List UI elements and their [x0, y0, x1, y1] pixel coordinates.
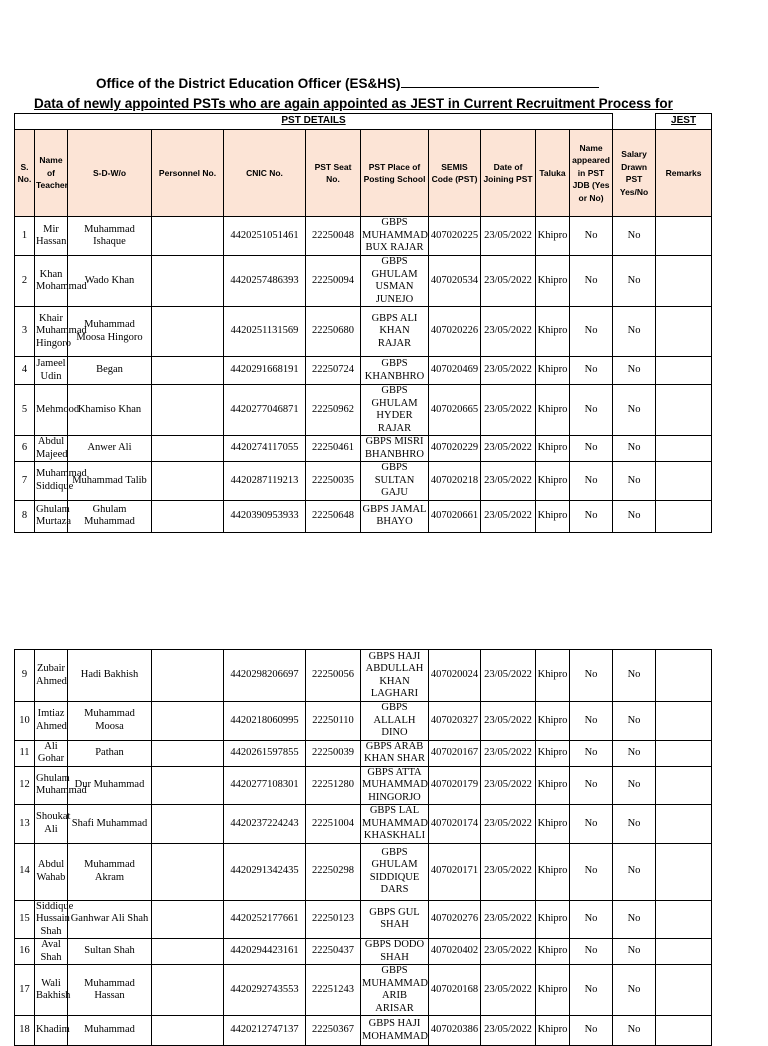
sdw-name: Muhammad Akram	[68, 843, 152, 900]
serial-number: 12	[15, 766, 35, 805]
taluka: Khipro	[536, 843, 570, 900]
salary-drawn: No	[613, 1016, 656, 1046]
sdw-name: Began	[68, 357, 152, 385]
joining-date: 23/05/2022	[481, 805, 536, 844]
joining-date: 23/05/2022	[481, 256, 536, 307]
pst-seat-no: 22250437	[306, 939, 361, 965]
personnel-no	[152, 766, 224, 805]
taluka: Khipro	[536, 500, 570, 532]
cnic-no: 4420212747137	[224, 1016, 306, 1046]
cnic-no: 4420237224243	[224, 805, 306, 844]
remarks	[656, 436, 712, 462]
serial-number: 7	[15, 462, 35, 501]
joining-date: 23/05/2022	[481, 436, 536, 462]
cnic-no: 4420252177661	[224, 900, 306, 939]
cnic-no: 4420294423161	[224, 939, 306, 965]
semis-code: 407020174	[429, 805, 481, 844]
jdb-appeared: No	[570, 702, 613, 741]
pst-seat-no: 22250048	[306, 217, 361, 256]
joining-date: 23/05/2022	[481, 357, 536, 385]
teacher-name: Zubair Ahmed	[35, 650, 68, 702]
serial-number: 8	[15, 500, 35, 532]
cnic-no: 4420251131569	[224, 307, 306, 357]
jdb-appeared: No	[570, 939, 613, 965]
table-row	[15, 307, 712, 357]
serial-number: 6	[15, 436, 35, 462]
taluka: Khipro	[536, 766, 570, 805]
table-row	[15, 357, 712, 385]
remarks	[656, 385, 712, 436]
serial-number: 16	[15, 939, 35, 965]
remarks	[656, 1016, 712, 1046]
salary-drawn: No	[613, 702, 656, 741]
sdw-name: Pathan	[68, 740, 152, 766]
pst-seat-no: 22250094	[306, 256, 361, 307]
table-row	[15, 436, 712, 462]
teacher-name: Imtiaz Ahmed	[35, 702, 68, 741]
col-school: PST Place of Posting School	[361, 130, 429, 217]
salary-drawn: No	[613, 256, 656, 307]
remarks	[656, 805, 712, 844]
taluka: Khipro	[536, 939, 570, 965]
joining-date: 23/05/2022	[481, 1016, 536, 1046]
salary-drawn: No	[613, 939, 656, 965]
report-subtitle: Data of newly appointed PSTs who are again appointed as JEST in Current Recruitment Process for	[34, 96, 673, 111]
salary-drawn: No	[613, 217, 656, 256]
taluka: Khipro	[536, 217, 570, 256]
salary-drawn: No	[613, 357, 656, 385]
posting-school: GBPS GUL SHAH	[361, 900, 429, 939]
remarks	[656, 462, 712, 501]
cnic-no: 4420277108301	[224, 766, 306, 805]
taluka: Khipro	[536, 650, 570, 702]
col-sno: S. No.	[15, 130, 35, 217]
teacher-name: Jameel Udin	[35, 357, 68, 385]
posting-school: GBPS MUHAMMAD BUX RAJAR	[361, 217, 429, 256]
pst-details-header: PST DETAILS	[15, 114, 613, 130]
personnel-no	[152, 843, 224, 900]
sdw-name: Muhammad Hassan	[68, 965, 152, 1016]
cnic-no: 4420287119213	[224, 462, 306, 501]
semis-code: 407020327	[429, 702, 481, 741]
col-sdw: S-D-W/o	[68, 130, 152, 217]
table-row	[15, 965, 712, 1016]
cnic-no: 4420218060995	[224, 702, 306, 741]
semis-code: 407020469	[429, 357, 481, 385]
remarks	[656, 357, 712, 385]
serial-number: 18	[15, 1016, 35, 1046]
posting-school: GBPS MUHAMMAD ARIB ARISAR	[362, 965, 428, 1014]
personnel-no	[152, 702, 224, 741]
jdb-appeared: No	[570, 436, 613, 462]
joining-date: 23/05/2022	[481, 217, 536, 256]
semis-code: 407020024	[429, 650, 481, 702]
col-salary: Salary Drawn PST Yes/No	[613, 130, 656, 217]
pst-seat-no: 22251004	[306, 805, 361, 844]
col-taluka: Taluka	[536, 130, 570, 217]
pst-seat-no: 22250298	[306, 843, 361, 900]
table-row	[15, 500, 712, 532]
joining-date: 23/05/2022	[481, 307, 536, 357]
taluka: Khipro	[536, 436, 570, 462]
jdb-appeared: No	[570, 900, 613, 939]
remarks	[656, 650, 712, 702]
joining-date: 23/05/2022	[481, 702, 536, 741]
col-remarks: Remarks	[656, 130, 712, 217]
pst-table-page-1	[14, 113, 712, 533]
pst-table-page-2	[14, 649, 712, 1046]
sdw-name: Ganhwar Ali Shah	[68, 900, 152, 939]
sdw-name: Shafi Muhammad	[68, 805, 152, 844]
serial-number: 4	[15, 357, 35, 385]
col-doj: Date of Joining PST	[481, 130, 536, 217]
personnel-no	[152, 1016, 224, 1046]
cnic-no: 4420390953933	[224, 500, 306, 532]
semis-code: 407020402	[429, 939, 481, 965]
semis-code: 407020168	[429, 965, 481, 1016]
semis-code: 407020229	[429, 436, 481, 462]
teacher-name: Ghulam Murtaza	[35, 500, 68, 532]
table-row	[15, 256, 712, 307]
posting-school: GBPS SULTAN GAJU	[361, 462, 429, 501]
salary-drawn: No	[613, 740, 656, 766]
joining-date: 23/05/2022	[481, 462, 536, 501]
col-cnic: CNIC No.	[224, 130, 306, 217]
personnel-no	[152, 939, 224, 965]
remarks	[656, 740, 712, 766]
table-row	[15, 843, 712, 900]
pst-seat-no: 22250461	[306, 436, 361, 462]
serial-number: 3	[15, 307, 35, 357]
sdw-name: Muhammad Talib	[68, 462, 152, 501]
jdb-appeared: No	[570, 740, 613, 766]
pst-seat-no: 22251280	[306, 766, 361, 805]
salary-drawn: No	[613, 436, 656, 462]
teacher-name: Ghulam Muhammad	[35, 766, 68, 805]
salary-drawn: No	[613, 307, 656, 357]
cnic-no: 4420261597855	[224, 740, 306, 766]
pst-seat-no: 22250110	[306, 702, 361, 741]
sdw-name: Wado Khan	[68, 256, 152, 307]
posting-school: GBPS GHULAM SIDDIQUE DARS	[361, 843, 429, 900]
cnic-no: 4420277046871	[224, 385, 306, 436]
joining-date: 23/05/2022	[481, 650, 536, 702]
jdb-appeared: No	[570, 965, 613, 1016]
joining-date: 23/05/2022	[481, 500, 536, 532]
taluka: Khipro	[536, 256, 570, 307]
teacher-name: Abdul Wahab	[35, 843, 68, 900]
cnic-no: 4420257486393	[224, 256, 306, 307]
serial-number: 10	[15, 702, 35, 741]
cnic-no: 4420274117055	[224, 436, 306, 462]
personnel-no	[152, 385, 224, 436]
personnel-no	[152, 217, 224, 256]
posting-school: GBPS DODO SHAH	[361, 939, 429, 965]
teacher-name: Khair Muhammad Hingoro	[35, 307, 68, 357]
sdw-name: Dur Muhammad	[68, 766, 152, 805]
posting-school: GBPS ALI KHAN RAJAR	[361, 307, 429, 357]
taluka: Khipro	[536, 462, 570, 501]
serial-number: 1	[15, 217, 35, 256]
semis-code: 407020276	[429, 900, 481, 939]
table-row	[15, 1016, 712, 1046]
teacher-name: Khan Mohammad	[35, 256, 68, 307]
posting-school: GBPS GHULAM HYDER RAJAR	[361, 385, 429, 436]
table-row	[15, 650, 712, 702]
jdb-appeared: No	[570, 650, 613, 702]
teacher-name: Abdul Majeed	[36, 436, 68, 460]
sdw-name: Ghulam Muhammad	[68, 500, 152, 532]
personnel-no	[152, 740, 224, 766]
taluka: Khipro	[536, 307, 570, 357]
cnic-no: 4420291668191	[224, 357, 306, 385]
remarks	[656, 307, 712, 357]
serial-number: 9	[15, 650, 35, 702]
table-row	[15, 702, 712, 741]
salary-drawn: No	[613, 385, 656, 436]
jdb-appeared: No	[570, 385, 613, 436]
personnel-no	[152, 357, 224, 385]
salary-drawn: No	[613, 965, 656, 1016]
title-underline	[401, 76, 599, 88]
salary-drawn: No	[613, 843, 656, 900]
posting-school: GBPS ARAB KHAN SHAR	[361, 740, 429, 766]
posting-school: GBPS ALLALH DINO	[361, 702, 429, 741]
teacher-name: Mehmood	[35, 385, 68, 436]
posting-school: GBPS HAJI MOHAMMAD	[361, 1016, 429, 1046]
personnel-no	[152, 500, 224, 532]
personnel-no	[152, 462, 224, 501]
teacher-name: Siddique Hussain Shah	[36, 900, 74, 937]
table-row	[15, 385, 712, 436]
taluka: Khipro	[536, 357, 570, 385]
taluka: Khipro	[536, 740, 570, 766]
posting-school: GBPS KHANBHRO	[361, 357, 429, 385]
table-row	[15, 805, 712, 844]
sdw-name: Khamiso Khan	[68, 385, 152, 436]
jdb-appeared: No	[570, 1016, 613, 1046]
pst-seat-no: 22251243	[306, 965, 361, 1016]
teacher-name: Ali Gohar	[35, 740, 68, 766]
salary-drawn: No	[613, 805, 656, 844]
semis-code: 407020661	[429, 500, 481, 532]
remarks	[656, 702, 712, 741]
pst-seat-no: 22250680	[306, 307, 361, 357]
pst-seat-no: 22250367	[306, 1016, 361, 1046]
salary-drawn: No	[613, 462, 656, 501]
teacher-name: Shoukat Ali	[35, 805, 68, 844]
jdb-appeared: No	[570, 217, 613, 256]
jdb-appeared: No	[570, 357, 613, 385]
taluka: Khipro	[536, 702, 570, 741]
semis-code: 407020226	[429, 307, 481, 357]
remarks	[656, 766, 712, 805]
remarks	[656, 900, 712, 939]
table-row	[15, 740, 712, 766]
pst-seat-no: 22250035	[306, 462, 361, 501]
col-personnel: Personnel No.	[152, 130, 224, 217]
pst-seat-no: 22250724	[306, 357, 361, 385]
semis-code: 407020665	[429, 385, 481, 436]
remarks	[656, 500, 712, 532]
posting-school: GBPS JAMAL BHAYO	[361, 500, 429, 532]
cnic-no: 4420292743553	[224, 965, 306, 1016]
semis-code: 407020225	[429, 217, 481, 256]
pst-seat-no: 22250056	[306, 650, 361, 702]
pst-seat-no: 22250039	[306, 740, 361, 766]
joining-date: 23/05/2022	[481, 740, 536, 766]
sdw-name: Anwer Ali	[68, 436, 152, 462]
salary-drawn: No	[613, 650, 656, 702]
semis-code: 407020386	[429, 1016, 481, 1046]
posting-school: GBPS LAL MUHAMMAD KHASKHALI	[362, 805, 428, 841]
jdb-appeared: No	[570, 256, 613, 307]
col-seat: PST Seat No.	[306, 130, 361, 217]
personnel-no	[152, 650, 224, 702]
jdb-appeared: No	[570, 843, 613, 900]
salary-drawn: No	[613, 766, 656, 805]
teacher-name: Wali Bakhish	[35, 965, 68, 1016]
remarks	[656, 965, 712, 1016]
joining-date: 23/05/2022	[481, 965, 536, 1016]
cnic-no: 4420251051461	[224, 217, 306, 256]
table-row	[15, 766, 712, 805]
cnic-no: 4420298206697	[224, 650, 306, 702]
taluka: Khipro	[536, 900, 570, 939]
serial-number: 5	[15, 385, 35, 436]
semis-code: 407020218	[429, 462, 481, 501]
joining-date: 23/05/2022	[481, 900, 536, 939]
personnel-no	[152, 256, 224, 307]
serial-number: 13	[15, 805, 35, 844]
table-row	[15, 939, 712, 965]
posting-school: GBPS ATTA MUHAMMAD HINGORJO	[362, 766, 428, 803]
table-row	[15, 462, 712, 501]
serial-number: 2	[15, 256, 35, 307]
sdw-name: Muhammad Ishaque	[68, 217, 152, 256]
semis-code: 407020167	[429, 740, 481, 766]
teacher-name: Muhammad Siddique	[35, 462, 68, 501]
remarks	[656, 939, 712, 965]
jest-header: JEST	[656, 114, 712, 130]
jdb-appeared: No	[570, 307, 613, 357]
joining-date: 23/05/2022	[481, 939, 536, 965]
sdw-name: Hadi Bakhish	[68, 650, 152, 702]
personnel-no	[152, 900, 224, 939]
col-jdb: Name appeared in PST JDB (Yes or No)	[570, 130, 613, 217]
col-name: Name of Teacher	[35, 130, 68, 217]
taluka: Khipro	[536, 965, 570, 1016]
sdw-name: Muhammad	[68, 1016, 152, 1046]
pst-seat-no: 22250123	[306, 900, 361, 939]
remarks	[656, 217, 712, 256]
pst-seat-no: 22250962	[306, 385, 361, 436]
posting-school: GBPS HAJI ABDULLAH KHAN LAGHARI	[361, 650, 429, 702]
remarks	[656, 843, 712, 900]
serial-number: 11	[15, 740, 35, 766]
joining-date: 23/05/2022	[481, 385, 536, 436]
col-semis: SEMIS Code (PST)	[429, 130, 481, 217]
taluka: Khipro	[536, 1016, 570, 1046]
jdb-appeared: No	[570, 805, 613, 844]
taluka: Khipro	[536, 805, 570, 844]
office-title: Office of the District Education Officer (ES&HS)	[96, 76, 599, 91]
posting-school: GBPS GHULAM USMAN JUNEJO	[361, 256, 429, 307]
sdw-name: Muhammad Moosa	[68, 702, 152, 741]
personnel-no	[152, 805, 224, 844]
band-blank	[613, 114, 656, 130]
posting-school: GBPS MISRI BHANBHRO	[361, 436, 429, 462]
cnic-no: 4420291342435	[224, 843, 306, 900]
personnel-no	[152, 307, 224, 357]
jdb-appeared: No	[570, 462, 613, 501]
teacher-name: Mir Hassan	[35, 217, 68, 256]
joining-date: 23/05/2022	[481, 843, 536, 900]
remarks	[656, 256, 712, 307]
jdb-appeared: No	[570, 500, 613, 532]
salary-drawn: No	[613, 900, 656, 939]
sdw-name: Sultan Shah	[68, 939, 152, 965]
sdw-name: Muhammad Moosa Hingoro	[68, 307, 152, 357]
serial-number: 17	[15, 965, 35, 1016]
teacher-name: Khadim	[35, 1016, 68, 1046]
pst-seat-no: 22250648	[306, 500, 361, 532]
table-row	[15, 900, 712, 939]
jdb-appeared: No	[570, 766, 613, 805]
semis-code: 407020534	[429, 256, 481, 307]
joining-date: 23/05/2022	[481, 766, 536, 805]
table-row	[15, 217, 712, 256]
serial-number: 15	[15, 900, 35, 939]
semis-code: 407020179	[429, 766, 481, 805]
semis-code: 407020171	[429, 843, 481, 900]
serial-number: 14	[15, 843, 35, 900]
taluka: Khipro	[536, 385, 570, 436]
personnel-no	[152, 436, 224, 462]
personnel-no	[152, 965, 224, 1016]
teacher-name: Aval Shah	[35, 939, 68, 965]
column-header-row	[15, 130, 712, 217]
salary-drawn: No	[613, 500, 656, 532]
